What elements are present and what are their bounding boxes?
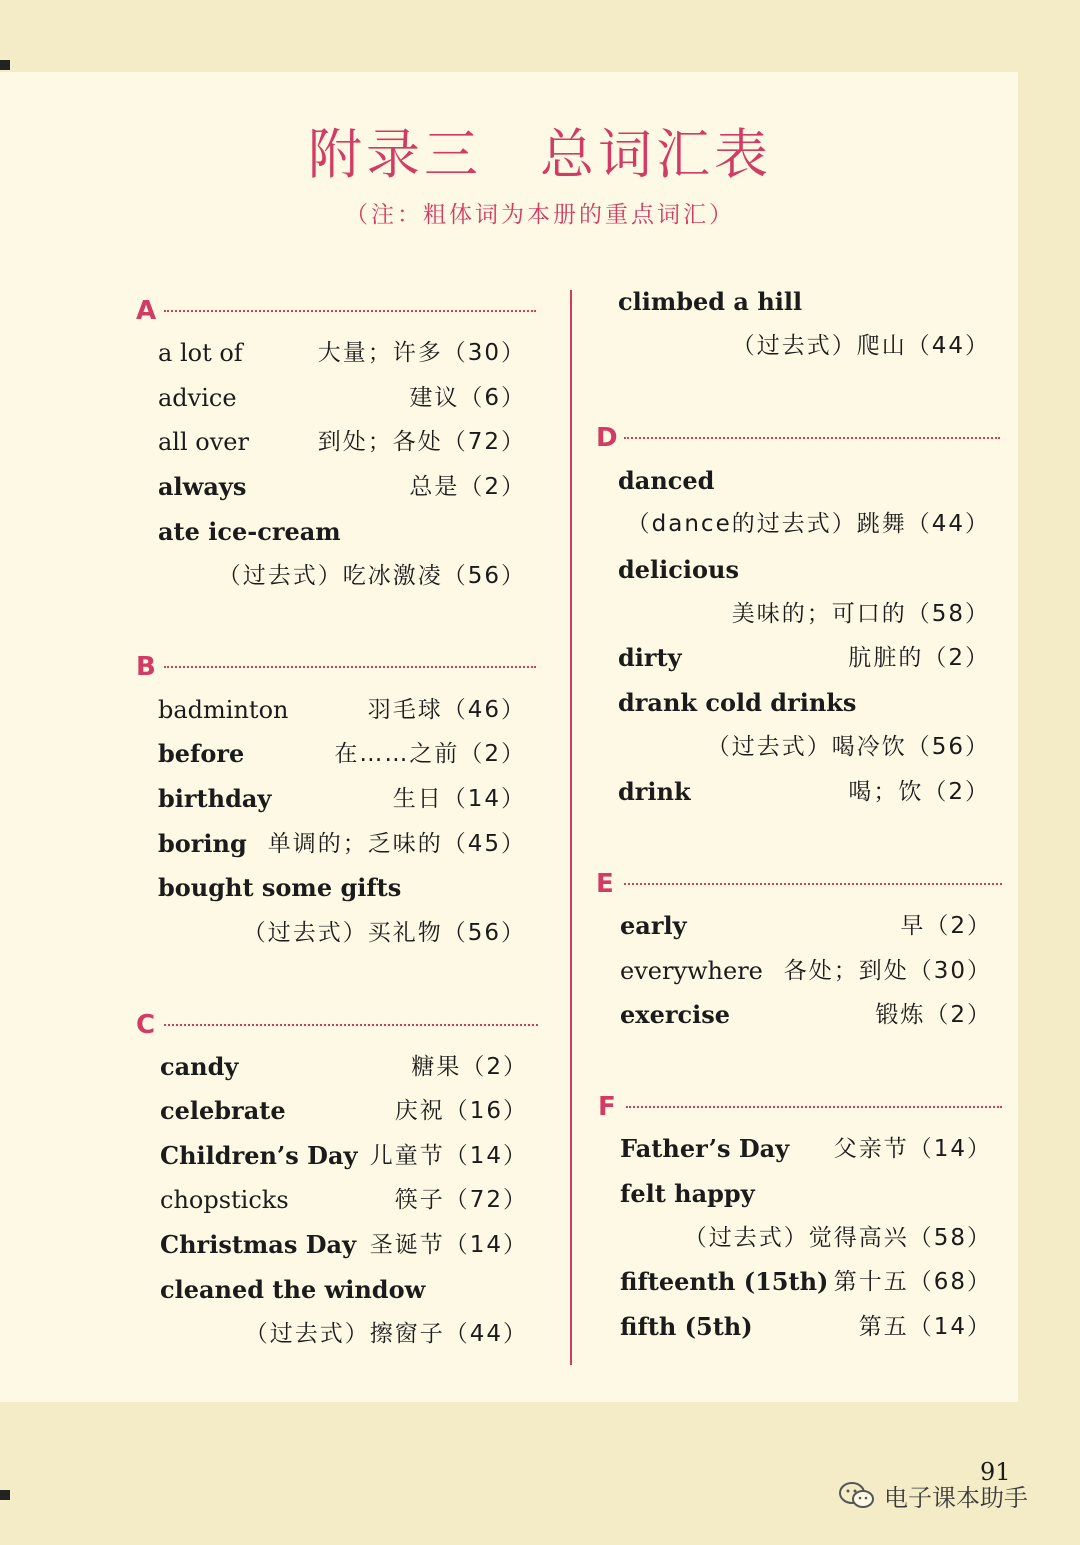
section-letter: F bbox=[598, 1092, 616, 1122]
entry-meaning: 第十五（68） bbox=[833, 1269, 992, 1295]
page-number: 91 bbox=[980, 1458, 1011, 1486]
page-note: （注：粗体词为本册的重点词汇） bbox=[345, 202, 735, 228]
entry-word: badminton bbox=[158, 696, 289, 724]
entry-meaning: 建议（6） bbox=[409, 385, 526, 411]
section-header-b bbox=[136, 652, 536, 682]
vocab-entry bbox=[160, 1136, 528, 1176]
dotted-rule bbox=[624, 883, 1002, 885]
entry-word: celebrate bbox=[160, 1096, 286, 1125]
entry-meaning: （过去式）买礼物（56） bbox=[242, 920, 526, 946]
entry-meaning: 糖果（2） bbox=[411, 1054, 528, 1080]
entry-meaning: 筷子（72） bbox=[394, 1187, 528, 1213]
entry-word: all over bbox=[158, 428, 249, 456]
vocab-entry bbox=[618, 461, 990, 501]
entry-word: danced bbox=[618, 466, 715, 495]
entry-meaning: （过去式）喝冷饮（56） bbox=[706, 734, 990, 760]
vocab-entry bbox=[620, 1262, 992, 1302]
watermark-text: 电子课本助手 bbox=[884, 1484, 1028, 1512]
entry-word: before bbox=[158, 739, 245, 768]
entry-meaning: 生日（14） bbox=[392, 786, 526, 812]
section-letter: A bbox=[136, 296, 157, 326]
section-letter: B bbox=[136, 652, 156, 682]
vocab-entry bbox=[620, 951, 992, 991]
entry-meaning: 各处；到处（30） bbox=[783, 958, 992, 984]
entry-meaning: 第五（14） bbox=[858, 1314, 992, 1340]
vocab-entry bbox=[160, 1180, 528, 1220]
dotted-rule bbox=[164, 310, 536, 312]
section-header-c bbox=[136, 1010, 538, 1040]
entry-word: everywhere bbox=[620, 957, 763, 985]
entry-meaning: （过去式）吃冰激凌（56） bbox=[217, 563, 526, 589]
entry-meaning: 在……之前（2） bbox=[334, 741, 526, 767]
entry-meaning: 大量；许多（30） bbox=[317, 340, 526, 366]
dotted-rule bbox=[164, 1024, 538, 1026]
section-letter: E bbox=[596, 869, 614, 899]
entry-word: drank cold drinks bbox=[618, 688, 857, 717]
vocab-entry bbox=[160, 1225, 528, 1265]
entry-meaning: 圣诞节（14） bbox=[369, 1232, 528, 1258]
vocab-entry bbox=[160, 1091, 528, 1131]
entry-word: delicious bbox=[618, 555, 739, 584]
entry-word: birthday bbox=[158, 784, 272, 813]
entry-meaning: 肮脏的（2） bbox=[848, 645, 990, 671]
vocab-entry bbox=[158, 378, 526, 418]
vocab-entry-continued bbox=[618, 727, 990, 767]
entry-meaning: 美味的；可口的（58） bbox=[731, 601, 990, 627]
vocab-entry bbox=[620, 1129, 992, 1169]
entry-word: exercise bbox=[620, 1000, 731, 1029]
vocab-entry bbox=[158, 868, 526, 908]
entry-word: felt happy bbox=[620, 1179, 755, 1208]
vocab-entry bbox=[618, 683, 990, 723]
entry-word: a lot of bbox=[158, 339, 243, 367]
vocab-entry bbox=[158, 779, 526, 819]
dotted-rule bbox=[164, 666, 536, 668]
vocab-entry-continued bbox=[620, 1218, 992, 1258]
vocab-entry bbox=[158, 734, 526, 774]
vocab-entry bbox=[618, 772, 990, 812]
section-header-a bbox=[136, 296, 536, 326]
entry-meaning: （过去式）擦窗子（44） bbox=[244, 1321, 528, 1347]
vocab-entry bbox=[618, 638, 990, 678]
vocab-entry bbox=[160, 1047, 528, 1087]
vocab-entry-continued bbox=[618, 594, 990, 634]
section-letter: C bbox=[136, 1010, 156, 1040]
entry-word: advice bbox=[158, 384, 237, 412]
vocab-entry bbox=[618, 282, 990, 322]
vocab-entry-continued bbox=[618, 326, 990, 366]
entry-word: early bbox=[620, 911, 687, 940]
section-header-f bbox=[598, 1092, 1002, 1122]
vocab-entry-continued bbox=[158, 913, 526, 953]
entry-word: bought some gifts bbox=[158, 873, 402, 902]
entry-word: fifteenth (15th) bbox=[620, 1267, 829, 1296]
section-header-e bbox=[596, 869, 1002, 899]
vocab-entry bbox=[160, 1270, 528, 1310]
entry-meaning: 儿童节（14） bbox=[369, 1143, 528, 1169]
section-header-d bbox=[596, 423, 1000, 453]
vocab-entry bbox=[620, 906, 992, 946]
vocab-entry-continued bbox=[618, 504, 990, 544]
entry-meaning: 庆祝（16） bbox=[394, 1098, 528, 1124]
vocab-entry bbox=[158, 512, 526, 552]
entry-meaning: 早（2） bbox=[900, 913, 992, 939]
entry-word: boring bbox=[158, 829, 247, 858]
vocab-entry bbox=[158, 467, 526, 507]
entry-meaning: 锻炼（2） bbox=[875, 1002, 992, 1028]
section-letter: D bbox=[596, 423, 618, 453]
entry-word: Children’s Day bbox=[160, 1141, 358, 1170]
vocab-entry bbox=[158, 690, 526, 730]
vocab-entry bbox=[618, 550, 990, 590]
entry-word: ate ice-cream bbox=[158, 517, 341, 546]
entry-word: Father’s Day bbox=[620, 1134, 790, 1163]
vocab-entry-continued bbox=[158, 556, 526, 596]
vocab-entry bbox=[620, 995, 992, 1035]
entry-word: candy bbox=[160, 1052, 239, 1081]
entry-meaning: （dance的过去式）跳舞（44） bbox=[626, 511, 990, 537]
dotted-rule bbox=[624, 437, 1000, 439]
entry-meaning: 单调的；乏味的（45） bbox=[267, 831, 526, 857]
entry-meaning: （过去式）爬山（44） bbox=[731, 333, 990, 359]
entry-word: fifth (5th) bbox=[620, 1312, 753, 1341]
column-divider bbox=[570, 290, 572, 1365]
vocab-entry bbox=[158, 824, 526, 864]
dotted-rule bbox=[626, 1106, 1002, 1108]
entry-meaning: 父亲节（14） bbox=[833, 1136, 992, 1162]
chat-bubbles-icon bbox=[838, 1481, 876, 1511]
watermark bbox=[838, 1478, 1028, 1513]
page-title: 附录三 总词汇表 bbox=[308, 123, 772, 186]
vocab-entry bbox=[158, 422, 526, 462]
entry-word: chopsticks bbox=[160, 1186, 289, 1214]
entry-word: climbed a hill bbox=[618, 287, 803, 316]
entry-meaning: 到处；各处（72） bbox=[317, 429, 526, 455]
entry-word: Christmas Day bbox=[160, 1230, 357, 1259]
entry-word: cleaned the window bbox=[160, 1275, 426, 1304]
entry-word: dirty bbox=[618, 643, 682, 672]
vocab-entry-continued bbox=[160, 1314, 528, 1354]
entry-meaning: 羽毛球（46） bbox=[367, 697, 526, 723]
vocab-entry bbox=[158, 333, 526, 373]
entry-meaning: （过去式）觉得高兴（58） bbox=[683, 1225, 992, 1251]
entry-meaning: 喝；饮（2） bbox=[848, 779, 990, 805]
entry-meaning: 总是（2） bbox=[409, 474, 526, 500]
vocab-entry bbox=[620, 1307, 992, 1347]
entry-word: drink bbox=[618, 777, 691, 806]
entry-word: always bbox=[158, 472, 247, 501]
vocab-entry bbox=[620, 1174, 992, 1214]
